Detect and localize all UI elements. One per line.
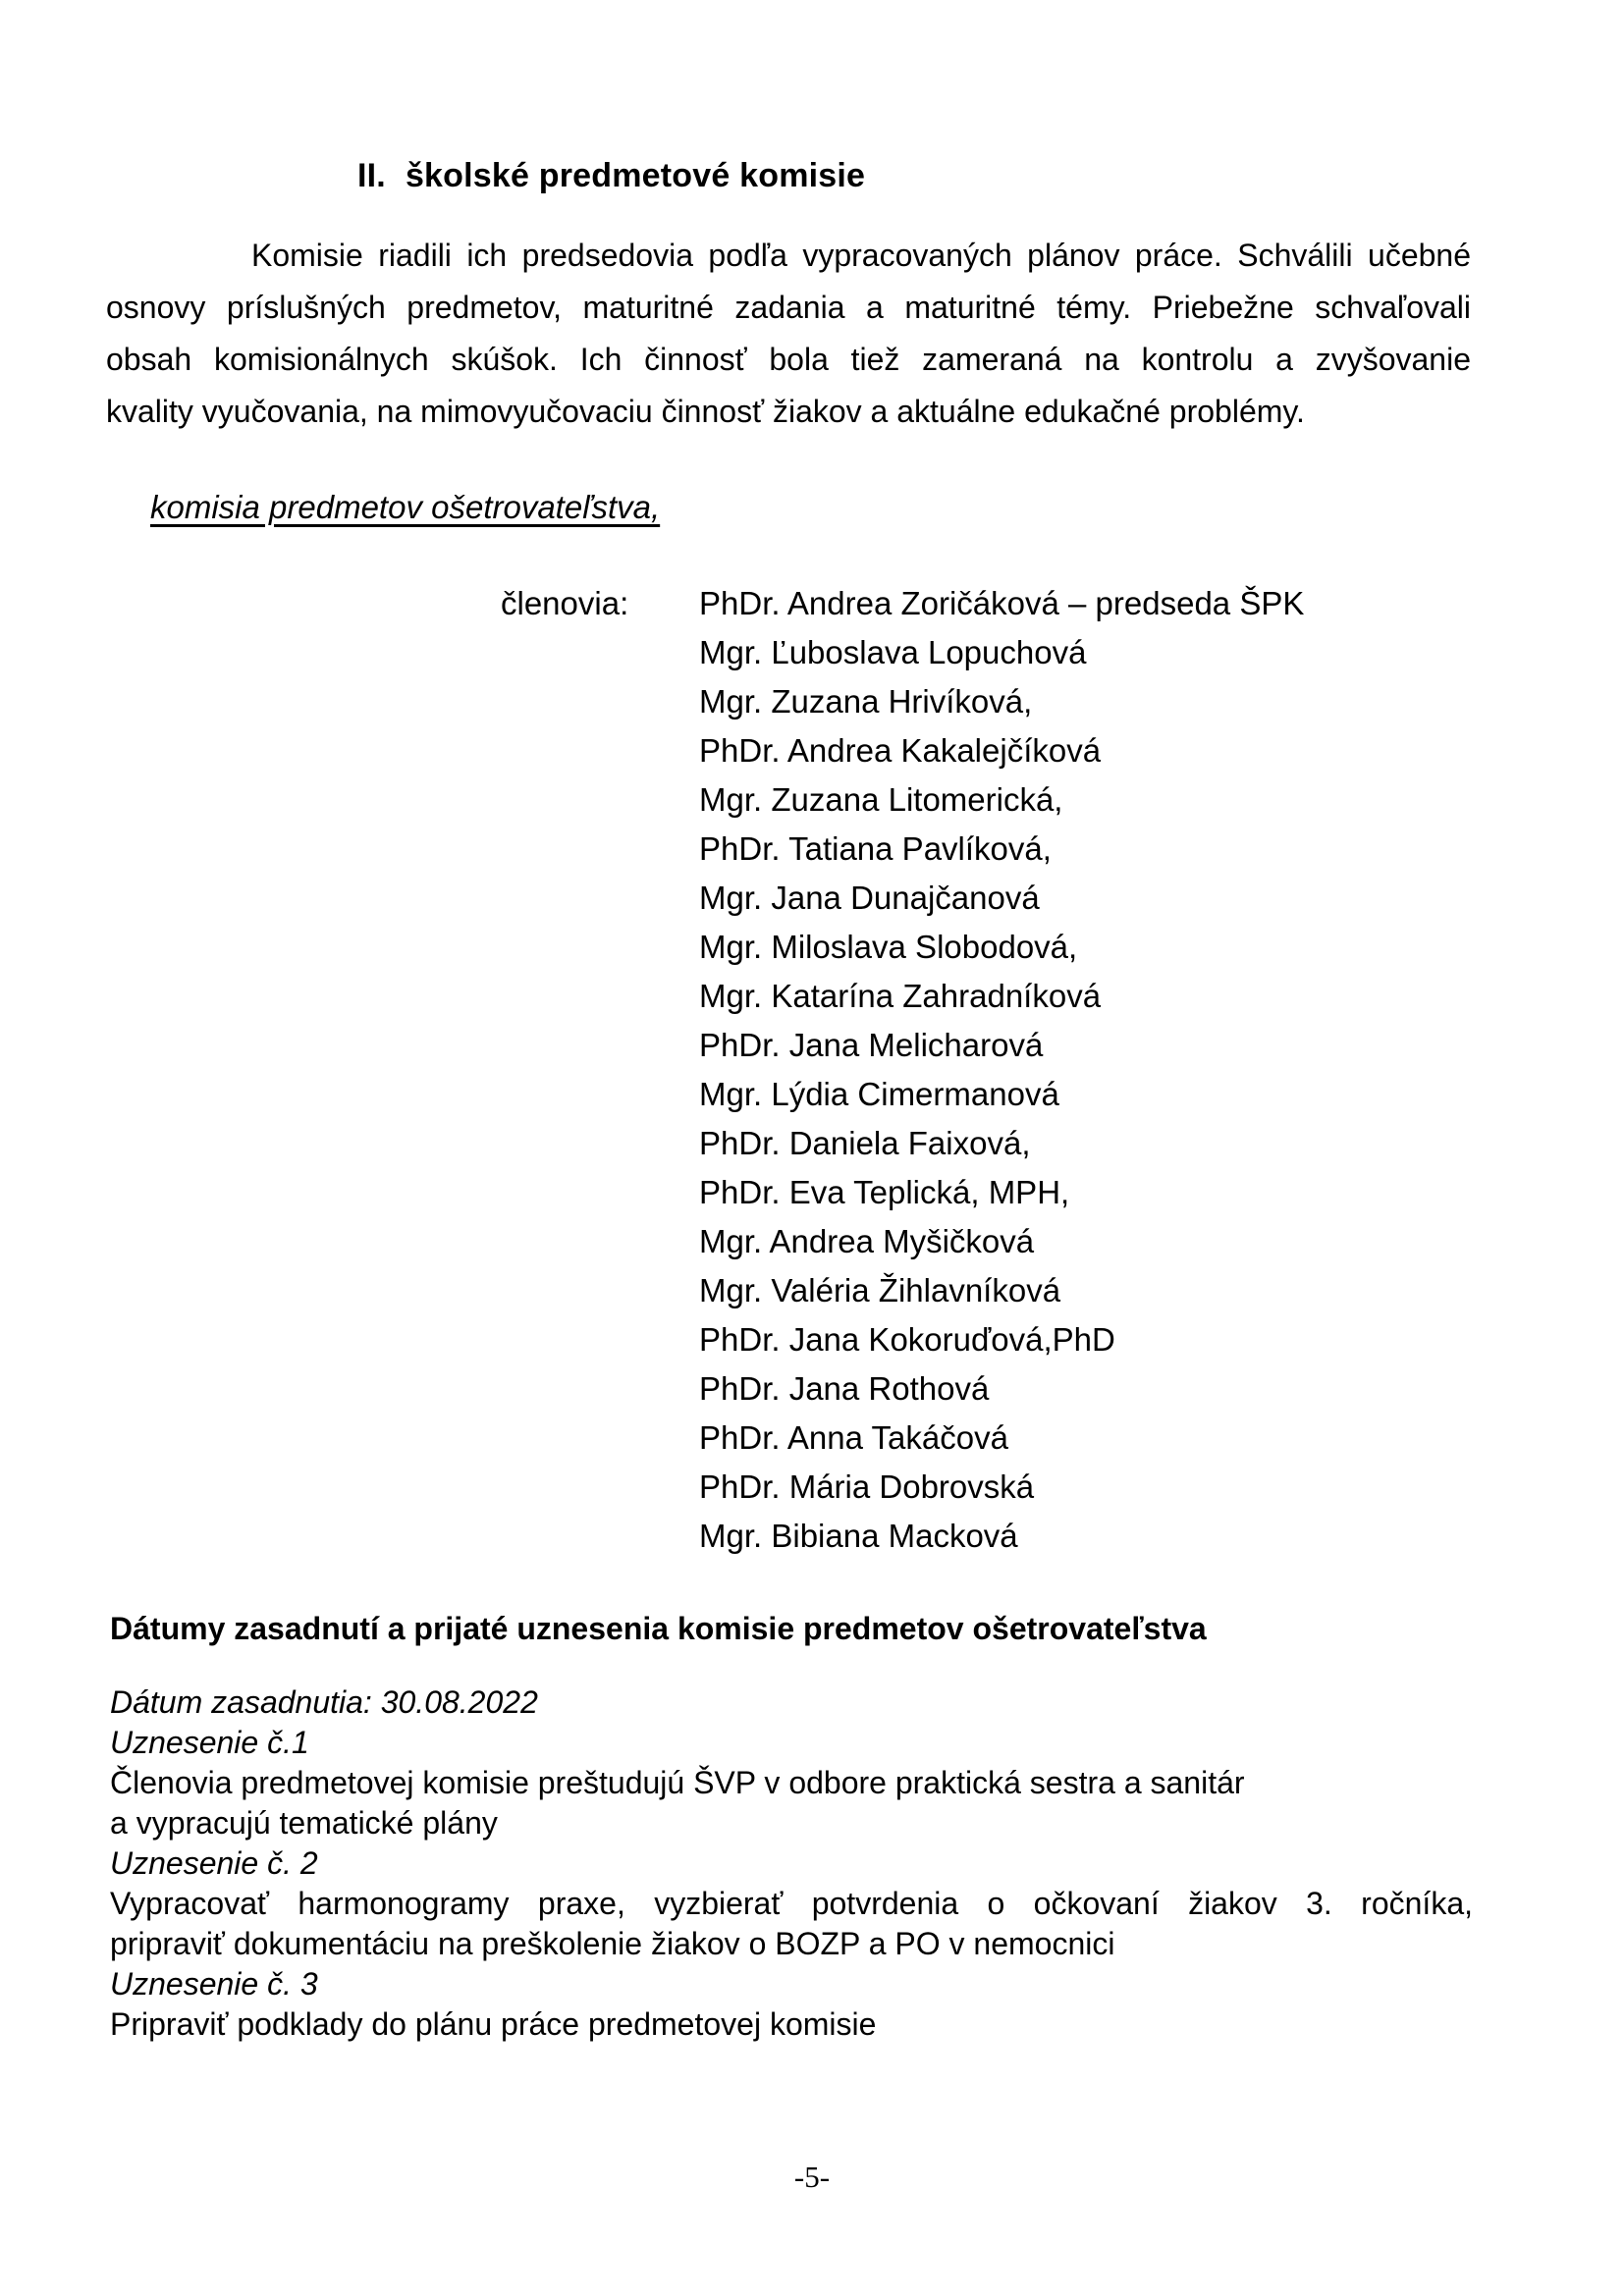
member-name: Mgr. Valéria Žihlavníková <box>699 1272 1061 1308</box>
resolution-text: pripraviť dokumentáciu na preškolenie žiakov o BOZP a PO v nemocnici <box>110 1926 1115 1961</box>
member-name: PhDr. Daniela Faixová, <box>699 1125 1031 1161</box>
meetings-section <box>110 1682 1473 2045</box>
resolution-text: Členovia predmetovej komisie preštudujú ŠVP v odbore praktická sestra a sanitár <box>110 1765 1245 1800</box>
resolution-text: a vypracujú tematické plány <box>110 1805 498 1841</box>
member-name: Mgr. Katarína Zahradníková <box>699 978 1102 1014</box>
member-name: PhDr. Mária Dobrovská <box>699 1468 1035 1505</box>
member-name: PhDr. Tatiana Pavlíková, <box>699 830 1052 867</box>
members-list <box>699 579 1304 1561</box>
resolution-text: Pripraviť podklady do plánu práce predmetovej komisie <box>110 2006 877 2042</box>
page-number: -5- <box>793 2160 831 2194</box>
member-name: PhDr. Jana Rothová <box>699 1370 990 1407</box>
member-name: PhDr. Eva Teplická, MPH, <box>699 1174 1070 1210</box>
member-name: Mgr. Jana Dunajčanová <box>699 880 1040 916</box>
intro-line: Komisie riadili ich predsedovia podľa vypracovaných plánov práce. Schválili učebné <box>251 238 1471 273</box>
member-name: PhDr. Andrea Zoričáková – predseda ŠPK <box>699 585 1305 621</box>
resolution-title: Uznesenie č. 2 <box>110 1845 318 1881</box>
member-name: PhDr. Andrea Kakalejčíková <box>699 732 1102 769</box>
meetings-heading: Dátumy zasadnutí a prijaté uznesenia komisie predmetov ošetrovateľstva <box>110 1611 1207 1646</box>
intro-line: kvality vyučovania, na mimovyučovaciu činnosť žiakov a aktuálne edukačné problémy. <box>106 394 1305 429</box>
member-name: Mgr. Miloslava Slobodová, <box>699 929 1078 965</box>
committee-title: komisia predmetov ošetrovateľstva, <box>150 489 661 525</box>
intro-line: obsah komisionálnych skúšok. Ich činnosť bola tiež zameraná na kontrolu a zvyšovanie <box>106 342 1471 377</box>
member-name: Mgr. Ľuboslava Lopuchová <box>699 634 1087 670</box>
member-name: PhDr. Jana Melicharová <box>699 1027 1044 1063</box>
intro-paragraph <box>106 230 1471 438</box>
intro-line: osnovy príslušných predmetov, maturitné zadania a maturitné témy. Priebežne schvaľovali <box>106 290 1471 325</box>
resolution-text: Vypracovať harmonogramy praxe, vyzbierať potvrdenia o očkovaní žiakov 3. ročníka, <box>110 1886 1473 1921</box>
section-heading-numeral: II. <box>357 157 386 194</box>
resolution-title: Uznesenie č.1 <box>110 1725 309 1760</box>
member-name: PhDr. Jana Kokoruďová,PhD <box>699 1321 1115 1358</box>
meeting-date-line: Dátum zasadnutia: 30.08.2022 <box>110 1684 538 1720</box>
section-heading <box>357 157 865 195</box>
member-name: Mgr. Bibiana Macková <box>699 1518 1018 1554</box>
member-name: PhDr. Anna Takáčová <box>699 1419 1008 1456</box>
members-label: členovia: <box>501 585 629 621</box>
member-name: Mgr. Zuzana Litomerická, <box>699 781 1063 818</box>
section-heading-title: školské predmetové komisie <box>405 157 866 194</box>
member-name: Mgr. Zuzana Hrivíková, <box>699 683 1033 720</box>
member-name: Mgr. Lýdia Cimermanová <box>699 1076 1059 1112</box>
resolution-title: Uznesenie č. 3 <box>110 1966 318 2002</box>
member-name: Mgr. Andrea Myšičková <box>699 1223 1035 1259</box>
